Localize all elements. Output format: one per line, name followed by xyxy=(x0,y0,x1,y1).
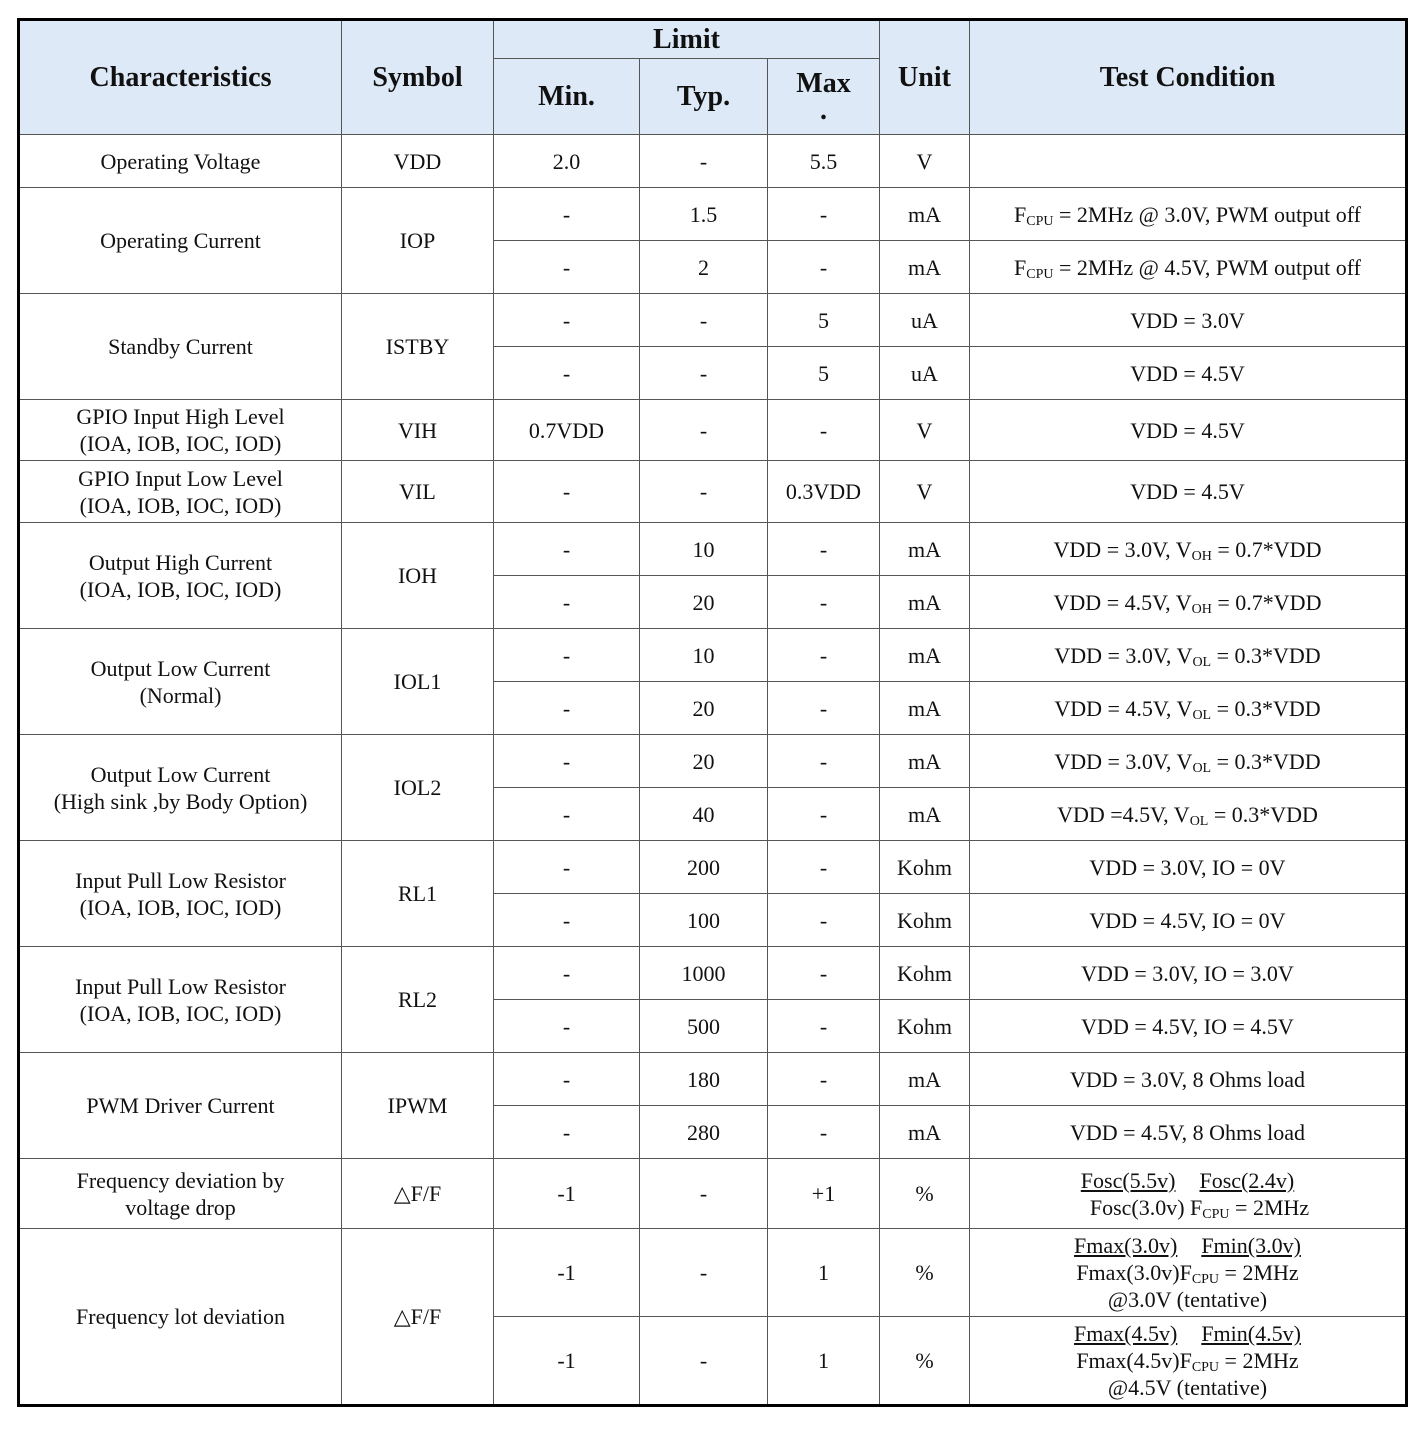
header-min: Min. xyxy=(494,59,640,135)
condition-cell: VDD = 4.5V, IO = 4.5V xyxy=(970,1000,1407,1053)
table-row xyxy=(19,400,1407,461)
max-cell: - xyxy=(768,1106,880,1159)
typ-cell: - xyxy=(640,1229,768,1317)
characteristic-line: (Normal) xyxy=(139,682,222,708)
condition-text: F xyxy=(1014,254,1027,280)
condition-cell xyxy=(970,135,1407,188)
condition-text: = 2MHz @ 3.0V, PWM output off xyxy=(1053,201,1361,227)
unit-cell: Kohm xyxy=(880,947,970,1000)
condition-cell xyxy=(970,682,1407,735)
characteristic-name xyxy=(19,461,342,523)
characteristic-name: Operating Current xyxy=(19,188,342,294)
condition-cell xyxy=(970,188,1407,241)
condition-cell: VDD = 4.5V, 8 Ohms load xyxy=(970,1106,1407,1159)
condition-text: Fmin(3.0v) xyxy=(1201,1233,1301,1258)
max-cell: - xyxy=(768,841,880,894)
table-row xyxy=(19,1053,1407,1106)
condition-cell xyxy=(970,788,1407,841)
condition-text: = 0.3*VDD xyxy=(1208,801,1318,827)
formula-numerator xyxy=(974,1232,1401,1259)
condition-subscript: CPU xyxy=(1191,1272,1220,1287)
min-cell: - xyxy=(494,523,640,576)
characteristic-line: (IOA, IOB, IOC, IOD) xyxy=(79,894,282,920)
condition-text: Fosc(5.5v) xyxy=(1080,1167,1176,1193)
condition-cell xyxy=(970,1159,1407,1229)
characteristic-line: Input Pull Low Resistor xyxy=(75,867,286,893)
symbol-cell: IOP xyxy=(342,188,494,294)
condition-subscript: OH xyxy=(1191,548,1212,564)
unit-cell: % xyxy=(880,1229,970,1317)
header-max xyxy=(768,59,880,135)
min-cell: -1 xyxy=(494,1229,640,1317)
condition-subscript: OL xyxy=(1189,813,1209,829)
characteristic-name: PWM Driver Current xyxy=(19,1053,342,1159)
max-cell: - xyxy=(768,682,880,735)
typ-cell: - xyxy=(640,347,768,400)
typ-cell: 40 xyxy=(640,788,768,841)
condition-text: = 2MHz xyxy=(1229,1194,1310,1220)
header-test-condition: Test Condition xyxy=(970,20,1407,135)
unit-cell: V xyxy=(880,135,970,188)
condition-subscript: OL xyxy=(1192,760,1212,776)
typ-cell: 280 xyxy=(640,1106,768,1159)
min-cell: - xyxy=(494,1106,640,1159)
max-cell: - xyxy=(768,735,880,788)
characteristic-name xyxy=(19,1159,342,1229)
characteristic-line: Input Pull Low Resistor xyxy=(75,973,286,999)
unit-cell: mA xyxy=(880,241,970,294)
typ-cell: - xyxy=(640,1317,768,1406)
min-cell: - xyxy=(494,1000,640,1053)
header-max-label: Max xyxy=(796,67,851,99)
condition-cell xyxy=(970,241,1407,294)
condition-text: Fmax(3.0v) xyxy=(1074,1233,1178,1258)
characteristic-line: GPIO Input High Level xyxy=(76,404,285,429)
unit-cell: Kohm xyxy=(880,841,970,894)
header-unit: Unit xyxy=(880,20,970,135)
typ-cell: 180 xyxy=(640,1053,768,1106)
condition-text: Fosc(3.0v) F xyxy=(1089,1194,1203,1220)
min-cell: - xyxy=(494,347,640,400)
symbol-cell: △F/F xyxy=(342,1159,494,1229)
symbol-cell: IOL1 xyxy=(342,629,494,735)
characteristic-name xyxy=(19,629,342,735)
characteristic-line: Output High Current xyxy=(88,549,273,575)
condition-text: Fosc(2.4v) xyxy=(1199,1167,1295,1193)
max-cell: - xyxy=(768,894,880,947)
characteristic-line: (High sink ,by Body Option) xyxy=(53,788,308,814)
max-cell: 1 xyxy=(768,1317,880,1406)
characteristic-line: Frequency deviation by xyxy=(76,1167,285,1193)
typ-cell: 100 xyxy=(640,894,768,947)
symbol-cell: △F/F xyxy=(342,1229,494,1406)
max-cell: +1 xyxy=(768,1159,880,1229)
characteristic-line: (IOA, IOB, IOC, IOD) xyxy=(79,576,282,602)
max-cell: - xyxy=(768,400,880,461)
unit-cell: uA xyxy=(880,347,970,400)
max-cell: - xyxy=(768,1053,880,1106)
symbol-cell: IOL2 xyxy=(342,735,494,841)
header-limit: Limit xyxy=(494,20,880,59)
characteristic-line: GPIO Input Low Level xyxy=(78,465,283,491)
unit-cell: mA xyxy=(880,1106,970,1159)
formula-denominator xyxy=(974,1194,1401,1221)
characteristic-line: (IOA, IOB, IOC, IOD) xyxy=(79,492,282,518)
symbol-cell: IOH xyxy=(342,523,494,629)
symbol-cell: IPWM xyxy=(342,1053,494,1159)
header-symbol: Symbol xyxy=(342,20,494,135)
max-cell: 5.5 xyxy=(768,135,880,188)
characteristic-name: Frequency lot deviation xyxy=(19,1229,342,1406)
min-cell: -1 xyxy=(494,1317,640,1406)
condition-cell: VDD = 4.5V xyxy=(970,347,1407,400)
min-cell: - xyxy=(494,629,640,682)
formula-numerator xyxy=(974,1320,1401,1347)
unit-cell: V xyxy=(880,461,970,523)
condition-line: @3.0V (tentative) xyxy=(1107,1287,1268,1312)
condition-text: Fmax(4.5v)F xyxy=(1076,1348,1192,1373)
unit-cell: mA xyxy=(880,523,970,576)
condition-subscript: CPU xyxy=(1202,1206,1230,1222)
condition-subscript: OL xyxy=(1192,707,1212,723)
table-row xyxy=(19,135,1407,188)
formula-numerator xyxy=(974,1167,1401,1194)
condition-cell: VDD = 4.5V, IO = 0V xyxy=(970,894,1407,947)
typ-cell: 1.5 xyxy=(640,188,768,241)
condition-cell xyxy=(970,629,1407,682)
table-row xyxy=(19,294,1407,347)
min-cell: - xyxy=(494,682,640,735)
characteristic-name xyxy=(19,523,342,629)
condition-line: @4.5V (tentative) xyxy=(1107,1375,1268,1400)
table-row xyxy=(19,841,1407,894)
min-cell: - xyxy=(494,735,640,788)
typ-cell: - xyxy=(640,135,768,188)
condition-text: = 0.7*VDD xyxy=(1211,589,1322,615)
table-row xyxy=(19,1229,1407,1317)
min-cell: 2.0 xyxy=(494,135,640,188)
min-cell: - xyxy=(494,241,640,294)
condition-subscript: OL xyxy=(1192,654,1212,670)
unit-cell: mA xyxy=(880,1053,970,1106)
condition-text: VDD =4.5V, V xyxy=(1057,801,1190,827)
symbol-cell: VIH xyxy=(342,400,494,461)
condition-text: = 0.7*VDD xyxy=(1211,536,1322,562)
typ-cell: - xyxy=(640,461,768,523)
condition-cell: VDD = 3.0V xyxy=(970,294,1407,347)
table-row xyxy=(19,735,1407,788)
characteristic-line: (IOA, IOB, IOC, IOD) xyxy=(79,1000,282,1026)
max-cell: 1 xyxy=(768,1229,880,1317)
symbol-cell: VIL xyxy=(342,461,494,523)
condition-cell: VDD = 3.0V, 8 Ohms load xyxy=(970,1053,1407,1106)
typ-cell: 20 xyxy=(640,735,768,788)
min-cell: - xyxy=(494,894,640,947)
formula-denominator xyxy=(974,1259,1401,1286)
condition-cell: VDD = 4.5V xyxy=(970,461,1407,523)
condition-text: = 0.3*VDD xyxy=(1211,642,1321,668)
condition-text: = 0.3*VDD xyxy=(1211,748,1321,774)
unit-cell: Kohm xyxy=(880,1000,970,1053)
symbol-cell: VDD xyxy=(342,135,494,188)
min-cell: 0.7VDD xyxy=(494,400,640,461)
min-cell: - xyxy=(494,188,640,241)
max-cell: 5 xyxy=(768,347,880,400)
unit-cell: % xyxy=(880,1317,970,1406)
unit-cell: mA xyxy=(880,576,970,629)
condition-text: VDD = 4.5V, V xyxy=(1053,589,1192,615)
condition-cell xyxy=(970,735,1407,788)
condition-cell: VDD = 4.5V xyxy=(970,400,1407,461)
characteristic-name xyxy=(19,400,342,461)
characteristic-name: Standby Current xyxy=(19,294,342,400)
table-row xyxy=(19,947,1407,1000)
condition-cell xyxy=(970,576,1407,629)
header-typ: Typ. xyxy=(640,59,768,135)
typ-cell: 500 xyxy=(640,1000,768,1053)
table-row xyxy=(19,188,1407,241)
max-cell: - xyxy=(768,576,880,629)
characteristic-name xyxy=(19,841,342,947)
max-cell: - xyxy=(768,523,880,576)
min-cell: - xyxy=(494,294,640,347)
condition-text: VDD = 3.0V, V xyxy=(1053,536,1192,562)
min-cell: - xyxy=(494,788,640,841)
condition-subscript: CPU xyxy=(1191,1360,1220,1375)
formula-denominator xyxy=(974,1347,1401,1374)
min-cell: - xyxy=(494,461,640,523)
condition-text: VDD = 3.0V, V xyxy=(1054,748,1193,774)
spec-table-wrapper xyxy=(17,18,1408,1407)
max-cell: 0.3VDD xyxy=(768,461,880,523)
typ-cell: 20 xyxy=(640,682,768,735)
condition-cell xyxy=(970,523,1407,576)
condition-text: Fmin(4.5v) xyxy=(1201,1321,1301,1346)
characteristic-name xyxy=(19,947,342,1053)
table-header xyxy=(19,20,1407,135)
typ-cell: 1000 xyxy=(640,947,768,1000)
table-row xyxy=(19,523,1407,576)
max-cell: - xyxy=(768,241,880,294)
header-max-dot: . xyxy=(820,94,827,126)
unit-cell: mA xyxy=(880,735,970,788)
unit-cell: V xyxy=(880,400,970,461)
max-cell: - xyxy=(768,1000,880,1053)
typ-cell: 10 xyxy=(640,629,768,682)
condition-text: VDD = 3.0V, V xyxy=(1054,642,1193,668)
typ-cell: - xyxy=(640,1159,768,1229)
header-characteristics: Characteristics xyxy=(19,20,342,135)
symbol-cell: ISTBY xyxy=(342,294,494,400)
typ-cell: 200 xyxy=(640,841,768,894)
characteristic-name xyxy=(19,735,342,841)
table-row xyxy=(19,1159,1407,1229)
condition-text: = 2MHz @ 4.5V, PWM output off xyxy=(1053,254,1361,280)
unit-cell: mA xyxy=(880,629,970,682)
condition-subscript: CPU xyxy=(1026,266,1054,282)
unit-cell: mA xyxy=(880,188,970,241)
unit-cell: mA xyxy=(880,682,970,735)
symbol-cell: RL1 xyxy=(342,841,494,947)
unit-cell: uA xyxy=(880,294,970,347)
table-row xyxy=(19,461,1407,523)
condition-cell xyxy=(970,1229,1407,1317)
condition-subscript: OH xyxy=(1191,601,1212,617)
typ-cell: 2 xyxy=(640,241,768,294)
unit-cell: Kohm xyxy=(880,894,970,947)
condition-cell xyxy=(970,1317,1407,1406)
characteristic-line: Output Low Current xyxy=(90,655,271,681)
max-cell: - xyxy=(768,188,880,241)
condition-cell: VDD = 3.0V, IO = 0V xyxy=(970,841,1407,894)
condition-text: Fmax(3.0v)F xyxy=(1076,1260,1192,1285)
electrical-characteristics-table xyxy=(17,18,1408,1407)
typ-cell: - xyxy=(640,294,768,347)
characteristic-line: Output Low Current xyxy=(90,761,271,787)
symbol-cell: RL2 xyxy=(342,947,494,1053)
typ-cell: 10 xyxy=(640,523,768,576)
characteristic-line: (IOA, IOB, IOC, IOD) xyxy=(79,431,282,456)
typ-cell: - xyxy=(640,400,768,461)
min-cell: - xyxy=(494,841,640,894)
condition-subscript: CPU xyxy=(1026,213,1054,229)
condition-text: F xyxy=(1014,201,1027,227)
condition-text: = 2MHz xyxy=(1219,1260,1299,1285)
min-cell: -1 xyxy=(494,1159,640,1229)
characteristic-line: voltage drop xyxy=(125,1194,236,1220)
max-cell: - xyxy=(768,788,880,841)
min-cell: - xyxy=(494,947,640,1000)
condition-text: = 0.3*VDD xyxy=(1211,695,1321,721)
min-cell: - xyxy=(494,576,640,629)
table-row xyxy=(19,629,1407,682)
condition-text: VDD = 4.5V, V xyxy=(1054,695,1193,721)
unit-cell: mA xyxy=(880,788,970,841)
condition-text: = 2MHz xyxy=(1219,1348,1299,1373)
typ-cell: 20 xyxy=(640,576,768,629)
max-cell: - xyxy=(768,629,880,682)
max-cell: - xyxy=(768,947,880,1000)
condition-cell: VDD = 3.0V, IO = 3.0V xyxy=(970,947,1407,1000)
min-cell: - xyxy=(494,1053,640,1106)
condition-text: Fmax(4.5v) xyxy=(1074,1321,1178,1346)
unit-cell: % xyxy=(880,1159,970,1229)
max-cell: 5 xyxy=(768,294,880,347)
characteristic-name: Operating Voltage xyxy=(19,135,342,188)
